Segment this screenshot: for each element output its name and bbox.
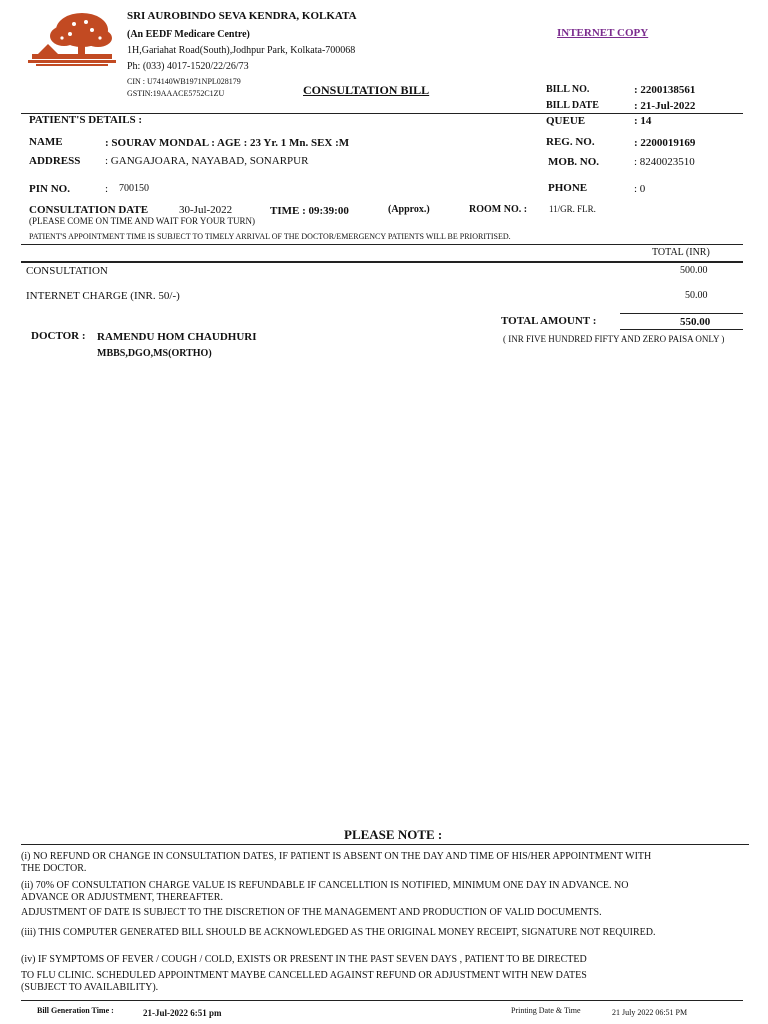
org-address: 1H,Gariahat Road(South),Jodhpur Park, Kolkata-700068 — [127, 45, 356, 56]
note-item: (ii) 70% OF CONSULTATION CHARGE VALUE IS REFUNDABLE IF CANCELLTION IS NOTIFIED, MINIMUM ONE DAY IN ADVANCE. NO ADVANCE OR ADJUSTMENT, THEREAFTER. — [21, 880, 629, 903]
total-amount-label: TOTAL AMOUNT : — [501, 315, 597, 327]
reg-no-label: REG. NO. — [546, 136, 595, 148]
pin-colon: : — [105, 183, 109, 195]
total-amount-value: 550.00 — [680, 316, 711, 328]
note-item: (SUBJECT TO AVAILABILITY). — [21, 982, 159, 993]
please-note-title: PLEASE NOTE : — [344, 827, 443, 842]
printing-date-value: 21 July 2022 06:51 PM — [612, 1008, 688, 1017]
room-no-label: ROOM NO. : — [469, 204, 528, 215]
queue-label: QUEUE — [546, 115, 586, 127]
come-on-time-note: (PLEASE COME ON TIME AND WAIT FOR YOUR TURN) — [29, 216, 256, 226]
bill-date-label: BILL DATE — [546, 100, 599, 111]
patient-details-label: PATIENT'S DETAILS : — [29, 114, 143, 126]
mob-no-value: : 8240023510 — [634, 156, 695, 168]
amount-in-words: ( INR FIVE HUNDRED FIFTY AND ZERO PAISA ONLY ) — [503, 334, 725, 344]
consultation-date-value: 30-Jul-2022 — [179, 204, 233, 216]
reg-no-value: : 2200019169 — [634, 137, 696, 149]
bill-date-value: : 21-Jul-2022 — [634, 100, 696, 112]
charges-header-divider — [21, 261, 743, 263]
bill-generation-value: 21-Jul-2022 6:51 pm — [143, 1008, 222, 1018]
notes-divider — [21, 844, 749, 845]
org-name: SRI AUROBINDO SEVA KENDRA, KOLKATA — [127, 10, 357, 22]
kendra-logo — [26, 10, 118, 70]
mob-no-label: MOB. NO. — [548, 156, 600, 168]
bill-title: CONSULTATION BILL — [303, 83, 430, 97]
total-amount-top-line — [620, 313, 743, 314]
note-item: (iii) THIS COMPUTER GENERATED BILL SHOULD BE ACKNOWLEDGED AS THE ORIGINAL MONEY RECEIPT, SIGNATURE NOT REQUIRED. — [21, 927, 656, 938]
note-item: TO FLU CLINIC. SCHEDULED APPOINTMENT MAYBE CANCELLED AGAINST REFUND OR ADJUSTMENT WITH NEW DATES — [21, 970, 587, 981]
pin-no-value: 700150 — [119, 183, 149, 194]
note-item: ADJUSTMENT OF DATE IS SUBJECT TO THE DISCRETION OF THE MANAGEMENT AND PRODUCTION OF VALID DOCUMENTS. — [21, 907, 602, 918]
pin-no-label: PIN NO. — [29, 183, 70, 195]
consultation-date-label: CONSULTATION DATE — [29, 204, 149, 216]
charge-item-label: CONSULTATION — [26, 265, 108, 277]
bill-no-value: : 2200138561 — [634, 84, 696, 96]
total-amount-bottom-line — [620, 329, 743, 330]
org-subtitle: (An EEDF Medicare Centre) — [127, 29, 250, 40]
note-item: (i) NO REFUND OR CHANGE IN CONSULTATION DATES, IF PATIENT IS ABSENT ON THE DAY AND TIME OF HIS/HER APPOINTMENT WITH THE DOCTOR. — [21, 851, 652, 874]
printing-date-label: Printing Date & Time — [511, 1006, 581, 1015]
address-label: ADDRESS — [29, 155, 81, 167]
org-phone: Ph: (033) 4017-1520/22/26/73 — [127, 61, 249, 72]
org-gstin: GSTIN:19AAACE5752C1ZU — [127, 89, 225, 98]
name-value: : SOURAV MONDAL : AGE : 23 Yr. 1 Mn. SEX :M — [105, 137, 350, 149]
doctor-label: DOCTOR : — [31, 330, 86, 342]
address-value: : GANGAJOARA, NAYABAD, SONARPUR — [105, 155, 309, 167]
doctor-name: RAMENDU HOM CHAUDHURI — [97, 331, 257, 343]
patient-divider — [21, 244, 743, 245]
approx-label: (Approx.) — [388, 204, 430, 215]
bill-no-label: BILL NO. — [546, 84, 590, 95]
org-cin: CIN : U74140WB1971NPL028179 — [127, 77, 241, 86]
phone-value: : 0 — [634, 183, 646, 195]
charge-item-label: INTERNET CHARGE (INR. 50/-) — [26, 290, 180, 302]
footer-divider — [21, 1000, 743, 1001]
bill-generation-label: Bill Generation Time : — [37, 1006, 114, 1015]
appointment-note: PATIENT'S APPOINTMENT TIME IS SUBJECT TO TIMELY ARRIVAL OF THE DOCTOR/EMERGENCY PATIENTS WILL BE PRIORITISED. — [29, 232, 511, 241]
room-no-value: 11/GR. FLR. — [549, 204, 596, 214]
charge-item-amount: 500.00 — [680, 265, 708, 276]
queue-value: : 14 — [634, 115, 652, 127]
consultation-time: TIME : 09:39:00 — [270, 205, 349, 217]
internet-copy-label: INTERNET COPY — [557, 27, 649, 39]
total-inr-header: TOTAL (INR) — [652, 247, 710, 258]
phone-label: PHONE — [548, 182, 588, 194]
doctor-qualification: MBBS,DGO,MS(ORTHO) — [97, 348, 212, 359]
note-item: (iv) IF SYMPTOMS OF FEVER / COUGH / COLD, EXISTS OR PRESENT IN THE PAST SEVEN DAYS , PATIENT TO BE DIRECTED — [21, 954, 587, 965]
charge-item-amount: 50.00 — [685, 290, 708, 301]
name-label: NAME — [29, 136, 63, 148]
